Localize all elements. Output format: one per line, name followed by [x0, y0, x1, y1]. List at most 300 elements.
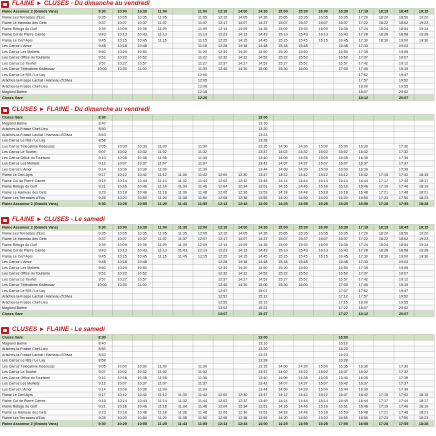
departure-time: 10:55	[137, 201, 147, 206]
departure-time: 12:34	[238, 184, 248, 189]
departure-time: 16:39	[338, 26, 348, 31]
departure-time: 18:45	[398, 225, 409, 230]
departure-time: 11:25	[157, 421, 167, 426]
departure-time: 9:23	[98, 410, 106, 415]
departure-time: 10:05	[117, 231, 127, 236]
departure-time: 11:00	[137, 283, 147, 288]
departure-time: 10:14	[117, 398, 127, 403]
route-from: CLUSES	[12, 326, 38, 333]
departure-time: 12:20	[197, 95, 208, 100]
departure-time: 19:12	[398, 277, 409, 282]
departure-time: 17:37	[398, 381, 409, 386]
stop-name: Les Carroz L'Amor	[1, 44, 32, 49]
departure-time: 17:30	[358, 254, 368, 259]
departure-time: 17:46	[398, 184, 409, 189]
departure-time: 16:40	[338, 375, 348, 380]
departure-time: 12:06	[218, 190, 228, 195]
departure-time: 14:45	[258, 254, 268, 259]
departure-time: 15:52	[298, 55, 308, 60]
departure-time: 9:48	[98, 260, 106, 265]
departure-time: 15:45	[298, 38, 308, 43]
departure-time: 17:30	[398, 364, 409, 369]
departure-time: 20:07	[398, 311, 409, 316]
departure-time: 16:37	[338, 370, 348, 375]
departure-time: 16:00	[338, 144, 348, 149]
departure-time: 18:50	[398, 15, 409, 20]
departure-time: 14:14	[278, 178, 288, 183]
departure-time: 16:05	[318, 231, 328, 236]
departure-time: 15:37	[298, 21, 308, 26]
departure-time: 16:07	[338, 161, 348, 166]
stop-name: Les Carroz Office du Tourisme	[1, 375, 51, 380]
departure-time: 12:17	[218, 237, 228, 242]
stop-name: Flaine Refuge du Golf	[1, 242, 37, 247]
departure-time: 19:52	[398, 294, 409, 299]
departure-time: 16:55	[358, 421, 369, 426]
departure-time: 14:57	[258, 277, 268, 282]
departure-time: 14:32	[298, 150, 308, 155]
departure-time: 10:00	[97, 283, 107, 288]
departure-time: 11:22	[198, 55, 208, 60]
departure-time: 10:39	[137, 387, 147, 392]
departure-time: 19:07	[398, 271, 409, 276]
departure-time: 10:57	[137, 61, 147, 66]
departure-time: 15:02	[318, 150, 328, 155]
departure-time: 11:09	[157, 167, 167, 172]
departure-time: 17:30	[398, 144, 409, 149]
departure-time: 10:44	[137, 398, 147, 403]
departure-time: 11:38	[177, 416, 187, 421]
departure-time: 10:48	[137, 44, 147, 49]
departure-time: 15:05	[318, 375, 328, 380]
departure-time: 9:39	[98, 26, 106, 31]
stop-name: Flaine Refuge du Golf	[1, 26, 37, 31]
stop-name: Arâches-la-Frasse Lachat / Hameau d'Olivia	[1, 132, 73, 137]
departure-time: 16:57	[338, 61, 348, 66]
departure-time: 18:20	[378, 231, 389, 236]
departure-time: 9:10	[98, 155, 106, 160]
departure-time: 12:02	[218, 398, 228, 403]
departure-time: 12:13	[197, 248, 208, 253]
departure-time: 18:23	[419, 196, 429, 201]
departure-time: 14:00	[238, 225, 248, 230]
stop-name: Flaine Les Terrasses d'Eos	[1, 231, 45, 236]
departure-time: 16:51	[338, 404, 348, 409]
departure-time: 13:53	[258, 190, 268, 195]
departure-time: 14:07	[238, 21, 248, 26]
departure-time: 13:40	[258, 375, 268, 380]
departure-time: 18:15	[378, 225, 389, 230]
departure-time: 15:52	[298, 271, 308, 276]
departure-time: 15:22	[258, 306, 268, 311]
departure-time: 17:37	[398, 161, 409, 166]
stop-name: Flaine Le Hameau des Gets	[1, 190, 47, 195]
route-to: FLAINE	[46, 326, 70, 333]
section-header	[0, 106, 436, 114]
departure-time: 10:45	[137, 38, 147, 43]
departure-time: 9:12	[98, 381, 106, 386]
departure-time: 16:37	[338, 237, 348, 242]
stop-name: Cluses Gare	[1, 311, 23, 316]
departure-time: 16:43	[338, 248, 348, 253]
departure-time: 10:39	[137, 242, 147, 247]
route-to: CLUSES	[43, 0, 70, 7]
departure-time: 13:23	[258, 352, 268, 357]
departure-time: 18:28	[418, 421, 429, 426]
departure-time: 10:13	[117, 32, 127, 37]
departure-time: 14:35	[258, 231, 268, 236]
departure-time: 18:17	[419, 178, 429, 183]
departure-time: 16:50	[338, 265, 348, 270]
departure-time: 11:30	[198, 67, 208, 72]
departure-time: 10:25	[117, 201, 127, 206]
departure-time: 19:28	[419, 32, 429, 37]
stop-name: Les Carroz Télécabine Kédeusaz	[1, 67, 55, 72]
departure-time: 18:21	[419, 190, 429, 195]
departure-time: 11:07	[157, 21, 167, 26]
departure-time: 14:22	[238, 55, 248, 60]
stop-name: Flaine Le Cerf-Ayrs	[1, 38, 33, 43]
departure-time: 17:37	[358, 55, 368, 60]
departure-time: 14:12	[278, 393, 288, 398]
departure-time: 15:25	[318, 421, 328, 426]
departure-time: 11:15	[157, 254, 167, 259]
departure-time: 19:00	[398, 254, 409, 259]
departure-time: 14:22	[238, 271, 248, 276]
departure-time: 19:22	[419, 237, 429, 242]
section-title: CLUSES ► FLAINE - Le samedi	[12, 326, 105, 333]
timetable-section-2	[0, 106, 436, 206]
departure-time: 14:27	[238, 61, 248, 66]
departure-time: 15:27	[278, 277, 288, 282]
departure-time: 12:06	[218, 410, 228, 415]
stop-name: Les Carroz Le Tourtet	[1, 61, 37, 66]
departure-time: 8:58	[98, 138, 106, 143]
departure-time: 9:19	[98, 178, 106, 183]
departure-time: 8:53	[98, 132, 106, 137]
departure-time: 14:46	[298, 404, 308, 409]
departure-time: 14:09	[238, 242, 248, 247]
stop-name: Flaine Les Terrasses d'Eos	[1, 15, 45, 20]
departure-time: 10:52	[137, 271, 147, 276]
departure-time: 10:07	[117, 237, 127, 242]
departure-time: 16:13	[318, 248, 328, 253]
departure-time: 14:20	[238, 49, 248, 54]
departure-time: 12:15	[218, 15, 228, 20]
departure-time: 13:42	[258, 161, 268, 166]
departure-time: 15:14	[318, 398, 328, 403]
departure-time: 10:30	[137, 9, 147, 14]
departure-time: 10:46	[137, 404, 147, 409]
departure-time: 10:30	[117, 67, 127, 72]
departure-time: 17:48	[398, 410, 409, 415]
departure-time: 12:00	[197, 72, 208, 77]
departure-time: 16:35	[338, 231, 348, 236]
departure-time: 14:13	[238, 32, 248, 37]
departure-time: 13:55	[258, 196, 268, 201]
departure-time: 17:15	[378, 173, 389, 178]
departure-time: 17:17	[378, 398, 389, 403]
departure-time: 10:20	[117, 416, 127, 421]
arrow-icon: ►	[36, 216, 43, 223]
departure-time: 10:39	[137, 26, 147, 31]
departure-time: 11:32	[177, 178, 187, 183]
departure-time: 10:50	[137, 49, 147, 54]
departure-time: 14:39	[298, 387, 308, 392]
departure-time: 11:00	[157, 225, 167, 230]
departure-time: 16:13	[318, 32, 328, 37]
departure-time: 9:10	[98, 375, 106, 380]
departure-time: 18:24	[378, 242, 389, 247]
departure-time: 9:35	[98, 15, 106, 20]
departure-time: 16:14	[338, 178, 348, 183]
departure-time: 17:35	[358, 265, 368, 270]
departure-time: 16:50	[358, 196, 368, 201]
timetable-grid	[0, 224, 434, 317]
departure-time: 14:32	[298, 370, 308, 375]
departure-time: 15:45	[298, 254, 308, 259]
departure-time: 14:07	[278, 161, 288, 166]
departure-time: 14:44	[298, 398, 308, 403]
row-background	[0, 369, 434, 375]
departure-time: 8:30	[98, 115, 106, 120]
departure-time: 16:37	[358, 161, 368, 166]
departure-time: 11:12	[157, 173, 167, 178]
departure-time: 19:12	[398, 61, 409, 66]
departure-time: 9:45	[98, 38, 106, 43]
departure-time: 16:45	[338, 38, 348, 43]
departure-time: 16:15	[318, 254, 328, 259]
departure-time: 11:42	[198, 393, 208, 398]
departure-time: 9:39	[98, 242, 106, 247]
departure-time: 11:20	[198, 49, 208, 54]
departure-time: 10:16	[117, 404, 127, 409]
section-header	[0, 0, 436, 8]
departure-time: 16:07	[318, 237, 328, 242]
departure-time: 10:55	[137, 421, 147, 426]
stop-name: Arâches-la-Frasse Chef-Lieu	[1, 127, 48, 132]
departure-time: 11:36	[177, 190, 187, 195]
departure-time: 18:15	[419, 393, 429, 398]
departure-time: 14:02	[278, 370, 288, 375]
departure-time: 11:18	[157, 410, 167, 415]
departure-time: 13:02	[218, 306, 228, 311]
departure-time: 19:55	[398, 84, 409, 89]
departure-time: 11:05	[198, 15, 208, 20]
departure-time: 11:34	[177, 184, 187, 189]
departure-time: 14:48	[298, 190, 308, 195]
departure-time: 9:25	[98, 416, 106, 421]
departure-time: 11:38	[177, 196, 187, 201]
departure-time: 9:52	[98, 271, 106, 276]
departure-time: 14:27	[238, 277, 248, 282]
departure-time: 9:30	[98, 9, 106, 14]
departure-time: 17:22	[358, 21, 368, 26]
departure-time: 16:00	[298, 283, 308, 288]
stop-name: Les Carroz Office du Tourisme	[1, 271, 51, 276]
departure-time: 9:30	[98, 421, 106, 426]
departure-time: 14:48	[258, 260, 268, 265]
departure-time: 14:05	[278, 155, 288, 160]
departure-time: 13:20	[258, 347, 268, 352]
stop-name: Magland Balme	[1, 341, 27, 346]
departure-time: 10:32	[137, 150, 147, 155]
departure-time: 13:47	[258, 173, 268, 178]
departure-time: 10:05	[117, 155, 127, 160]
departure-time: 15:05	[278, 231, 288, 236]
departure-time: 16:39	[358, 167, 368, 172]
stop-name: Les Carroz Les Molliets	[1, 161, 40, 166]
departure-time: 15:09	[278, 26, 288, 31]
departure-time: 17:28	[358, 248, 368, 253]
stop-name: Les Carroz Les Molliets	[1, 49, 40, 54]
departure-time: 17:37	[358, 271, 368, 276]
departure-time: 18:54	[398, 26, 409, 31]
departure-time: 19:15	[418, 9, 429, 14]
departure-time: 11:55	[197, 201, 208, 206]
departure-time: 13:37	[258, 150, 268, 155]
section-title: FLAINE ► CLUSES - Le samedi	[12, 216, 105, 223]
stop-name: Les Carroz Les Molliets	[1, 265, 40, 270]
departure-time: 18:28	[378, 32, 389, 37]
departure-time: 10:00	[117, 9, 127, 14]
departure-time: 11:42	[198, 173, 208, 178]
departure-time: 14:00	[238, 9, 248, 14]
departure-time: 18:00	[358, 84, 368, 89]
departure-time: 19:52	[398, 78, 409, 83]
stop-name: Flaine Le Cerf-Ayrs	[1, 254, 33, 259]
departure-time: 11:07	[157, 237, 167, 242]
stop-name: Arâches-la-Frasse Lachat / Hameau d'Olivia	[1, 78, 73, 83]
stop-name: Magland Balme	[1, 90, 27, 95]
departure-time: 17:27	[338, 311, 348, 316]
departure-time: 13:10	[258, 121, 268, 126]
row-background	[0, 346, 434, 352]
departure-time: 14:50	[258, 49, 268, 54]
row-background	[0, 340, 434, 346]
departure-time: 12:37	[218, 277, 228, 282]
departure-time: 17:15	[358, 225, 369, 230]
departure-time: 16:50	[338, 49, 348, 54]
departure-time: 18:28	[378, 248, 389, 253]
departure-time: 11:30	[177, 393, 187, 398]
departure-time: 11:15	[157, 38, 167, 43]
departure-time: 19:15	[398, 67, 409, 72]
departure-time: 13:53	[258, 410, 268, 415]
departure-time: 14:44	[298, 178, 308, 183]
departure-time: 10:25	[117, 421, 127, 426]
departure-time: 11:35	[198, 155, 208, 160]
departure-time: 11:55	[197, 421, 208, 426]
departure-time: 14:37	[258, 237, 268, 242]
departure-time: 10:12	[117, 173, 127, 178]
arrow-icon: ►	[38, 106, 45, 113]
departure-time: 15:00	[258, 67, 268, 72]
departure-time: 17:35	[398, 155, 409, 160]
departure-time: 13:20	[258, 127, 268, 132]
departure-time: 13:00	[258, 335, 268, 340]
timetable-section-4	[0, 326, 436, 426]
departure-time: 10:37	[137, 21, 147, 26]
departure-time: 17:57	[358, 294, 368, 299]
departure-time: 9:12	[98, 161, 106, 166]
stop-name: Flaine Le Hameau des Gets	[1, 21, 47, 26]
departure-time: 15:35	[298, 231, 308, 236]
departure-time: 9:23	[98, 190, 106, 195]
departure-time: 12:38	[238, 416, 248, 421]
departure-time: 10:39	[137, 167, 147, 172]
departure-time: 11:30	[198, 364, 208, 369]
departure-time: 14:43	[258, 32, 268, 37]
departure-time: 14:00	[258, 201, 268, 206]
departure-time: 16:57	[338, 277, 348, 282]
departure-time: 10:18	[117, 44, 127, 49]
departure-time: 15:20	[318, 196, 328, 201]
departure-time: 12:04	[218, 184, 228, 189]
departure-time: 14:57	[258, 61, 268, 66]
stop-name: Magland Balme	[1, 121, 27, 126]
departure-time: 17:45	[358, 283, 368, 288]
stop-name: Les Carroz Le Tourtet	[1, 277, 37, 282]
departure-time: 16:00	[338, 335, 348, 340]
departure-time: 17:07	[338, 288, 348, 293]
stop-name: Cluses Gare	[1, 115, 23, 120]
departure-time: 17:32	[398, 370, 409, 375]
departure-time: 12:07	[197, 237, 208, 242]
departure-time: 10:22	[117, 271, 127, 276]
departure-time: 16:44	[358, 178, 368, 183]
route-from: FLAINE	[12, 0, 35, 7]
departure-time: 10:35	[137, 15, 147, 20]
departure-time: 18:22	[378, 237, 389, 242]
stop-name: Les Carroz Le Tourtet	[1, 150, 37, 155]
departure-time: 8:40	[98, 341, 106, 346]
departure-time: 15:20	[278, 265, 288, 270]
departure-time: 15:15	[278, 254, 288, 259]
stop-name: Flaine Col de Pierre Carrée	[1, 248, 46, 253]
departure-time: 10:15	[117, 254, 127, 259]
departure-time: 13:44	[258, 167, 268, 172]
departure-time: 15:48	[298, 260, 308, 265]
section-header	[0, 216, 436, 224]
departure-time: 10:27	[117, 61, 127, 66]
departure-time: 17:15	[338, 300, 348, 305]
departure-time: 13:28	[258, 358, 268, 363]
departure-time: 17:55	[398, 201, 409, 206]
departure-time: 16:09	[338, 167, 348, 172]
departure-time: 12:05	[197, 231, 208, 236]
row-background	[0, 95, 434, 101]
departure-time: 14:50	[298, 416, 308, 421]
departure-time: 16:55	[338, 416, 348, 421]
departure-time: 11:48	[198, 410, 208, 415]
departure-time: 16:46	[358, 184, 368, 189]
departure-time: 10:18	[117, 410, 127, 415]
departure-time: 12:15	[197, 254, 208, 259]
departure-time: 15:30	[298, 9, 308, 14]
departure-time: 9:57	[98, 277, 106, 282]
departure-time: 14:09	[238, 26, 248, 31]
departure-time: 17:22	[338, 306, 348, 311]
departure-time: 17:33	[358, 260, 368, 265]
departure-time: 14:52	[258, 271, 268, 276]
departure-time: 9:14	[98, 167, 106, 172]
departure-time: 16:00	[318, 9, 328, 14]
departure-time: 12:00	[218, 393, 228, 398]
departure-time: 14:16	[278, 184, 288, 189]
departure-time: 17:21	[378, 410, 389, 415]
departure-time: 14:18	[278, 410, 288, 415]
